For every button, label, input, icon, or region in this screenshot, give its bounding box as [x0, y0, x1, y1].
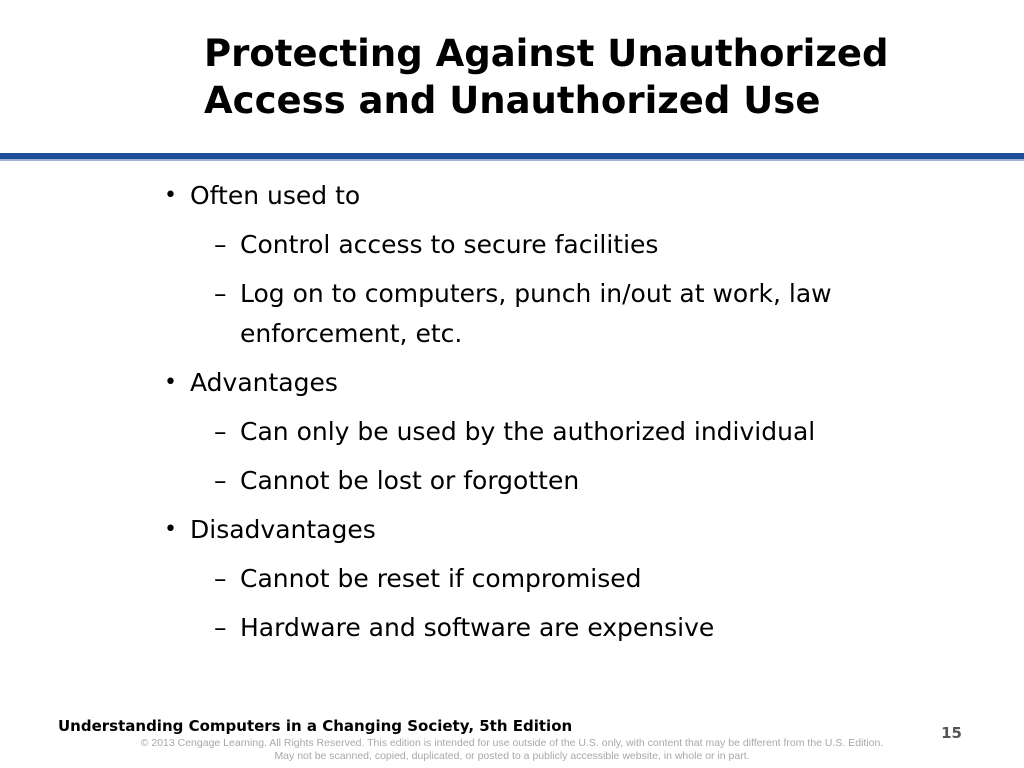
bullet-list: [164, 176, 944, 657]
sub-bullet-text: Log on to computers, punch in/out at work, law enforcement, etc.: [240, 279, 832, 348]
title-divider: [0, 153, 1024, 161]
copyright-line-1: © 2013 Cengage Learning. All Rights Reserved. This edition is intended for use outside of the U.S. only, with content that may be different from the U.S. Edition.: [140, 737, 884, 749]
bullet-advantages: [164, 363, 944, 501]
sub-bullet-text: Cannot be lost or forgotten: [240, 466, 580, 495]
sub-bullet-list: [190, 225, 944, 354]
bullet-often-used-to: [164, 176, 944, 354]
sub-bullet-marker: –: [214, 230, 227, 259]
bullet-text: Disadvantages: [190, 515, 376, 544]
slide-title-line-2: Access and Unauthorized Use: [204, 79, 821, 122]
sub-bullet-marker: –: [214, 417, 227, 446]
sub-bullet-text: Cannot be reset if compromised: [240, 564, 642, 593]
sub-bullet-text: Hardware and software are expensive: [240, 613, 715, 642]
sub-bullet-marker: –: [214, 466, 227, 495]
bullet-marker: •: [164, 370, 177, 395]
bullet-disadvantages: [164, 510, 944, 648]
sub-bullet-marker: –: [214, 613, 227, 642]
slide-title: [204, 30, 1004, 124]
sub-bullet-item: [214, 608, 944, 648]
sub-bullet-item: [214, 225, 944, 265]
sub-bullet-item: [214, 274, 944, 354]
sub-bullet-marker: –: [214, 564, 227, 593]
sub-bullet-text: Can only be used by the authorized individual: [240, 417, 816, 446]
sub-bullet-list: [190, 412, 944, 501]
page-number: 15: [941, 724, 962, 742]
sub-bullet-item: [214, 559, 944, 599]
sub-bullet-item: [214, 461, 944, 501]
slide-title-line-1: Protecting Against Unauthorized: [204, 32, 889, 75]
bullet-text: Often used to: [190, 181, 361, 210]
sub-bullet-text: Control access to secure facilities: [240, 230, 659, 259]
sub-bullet-list: [190, 559, 944, 648]
bullet-text: Advantages: [190, 368, 338, 397]
bullet-marker: •: [164, 517, 177, 542]
sub-bullet-marker: –: [214, 279, 227, 308]
bullet-marker: •: [164, 183, 177, 208]
copyright-notice: [40, 737, 984, 763]
footer-book-title: Understanding Computers in a Changing Society, 5th Edition: [58, 717, 573, 735]
copyright-line-2: May not be scanned, copied, duplicated, or posted to a publicly accessible website, in whole or in part.: [274, 750, 750, 762]
sub-bullet-item: [214, 412, 944, 452]
